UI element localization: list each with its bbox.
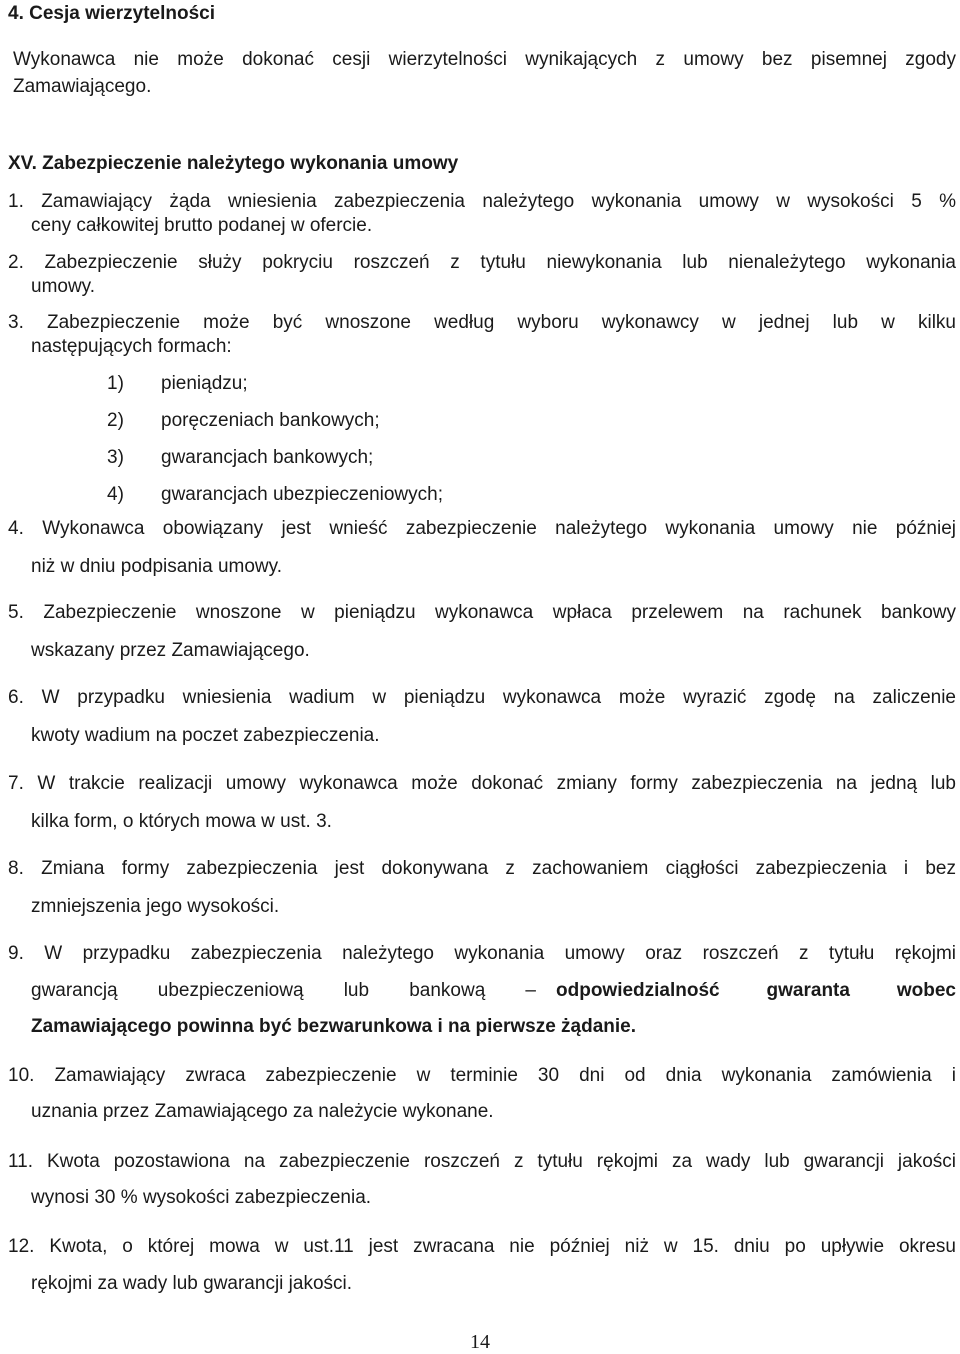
paragraph-line: 8. Zmiana formy zabezpieczenia jest dokonywana z zachowaniem ciągłości zabezpieczenia i bez: [8, 858, 956, 879]
paragraph-line: rękojmi za wady lub gwarancji jakości.: [31, 1273, 353, 1294]
paragraph-line: 9. W przypadku zabezpieczenia należytego wykonania umowy oraz roszczeń z tytułu rękojmi: [8, 943, 956, 964]
list-item-number: 3): [107, 447, 124, 468]
paragraph-line-bold: odpowiedzialność gwaranta wobec: [556, 980, 956, 1001]
paragraph-line: wynosi 30 % wysokości zabezpieczenia.: [31, 1187, 372, 1208]
list-item-number: 4): [107, 484, 124, 505]
paragraph-line: następujących formach:: [31, 336, 232, 357]
paragraph-line: niż w dniu podpisania umowy.: [31, 556, 283, 577]
paragraph-line: uznania przez Zamawiającego za należycie wykonane.: [31, 1101, 494, 1122]
paragraph-line: 2. Zabezpieczenie służy pokryciu roszczeń z tytułu niewykonania lub nienależytego wykonania: [8, 252, 956, 273]
paragraph-line: 11. Kwota pozostawiona na zabezpieczenie roszczeń z tytułu rękojmi za wady lub gwarancji jakości: [8, 1151, 956, 1172]
paragraph-line: 7. W trakcie realizacji umowy wykonawca może dokonać zmiany formy zabezpieczenia na jedną lub: [8, 773, 956, 794]
list-item-number: 1): [107, 373, 124, 394]
paragraph-line: Zamawiającego.: [13, 76, 152, 97]
paragraph-line: kilka form, o których mowa w ust. 3.: [31, 811, 332, 832]
paragraph-line: 6. W przypadku wniesienia wadium w pieniądzu wykonawca może wyrazić zgodę na zaliczenie: [8, 687, 956, 708]
paragraph-line: Wykonawca nie może dokonać cesji wierzytelności wynikających z umowy bez pisemnej zgody: [13, 49, 956, 70]
paragraph-line: kwoty wadium na poczet zabezpieczenia.: [31, 725, 380, 746]
paragraph-line: wskazany przez Zamawiającego.: [31, 640, 310, 661]
list-item: pieniądzu;: [161, 373, 248, 394]
page-number: 14: [470, 1331, 490, 1353]
list-item: poręczeniach bankowych;: [161, 410, 380, 431]
paragraph-line: 3. Zabezpieczenie może być wnoszone według wyboru wykonawcy w jednej lub w kilku: [8, 312, 956, 333]
paragraph-line: gwarancją ubezpieczeniową lub bankową –: [31, 980, 536, 1001]
section-heading: XV. Zabezpieczenie należytego wykonania umowy: [8, 153, 459, 174]
paragraph-line: 5. Zabezpieczenie wnoszone w pieniądzu wykonawca wpłaca przelewem na rachunek bankowy: [8, 602, 956, 623]
list-item: gwarancjach bankowych;: [161, 447, 374, 468]
paragraph-line: ceny całkowitej brutto podanej w ofercie.: [31, 215, 373, 236]
paragraph-line: 4. Wykonawca obowiązany jest wnieść zabezpieczenie należytego wykonania umowy nie później: [8, 518, 956, 539]
list-item-number: 2): [107, 410, 124, 431]
list-item: gwarancjach ubezpieczeniowych;: [161, 484, 443, 505]
paragraph-line: zmniejszenia jego wysokości.: [31, 896, 280, 917]
section-heading: 4. Cesja wierzytelności: [8, 3, 215, 24]
paragraph-line-bold: Zamawiającego powinna być bezwarunkowa i na pierwsze żądanie.: [31, 1016, 637, 1037]
paragraph-line: 1. Zamawiający żąda wniesienia zabezpieczenia należytego wykonania umowy w wysokości 5 %: [8, 191, 956, 212]
paragraph-line: umowy.: [31, 276, 96, 297]
paragraph-line: 12. Kwota, o której mowa w ust.11 jest zwracana nie później niż w 15. dniu po upływie okresu: [8, 1236, 956, 1257]
paragraph-line: 10. Zamawiający zwraca zabezpieczenie w terminie 30 dni od dnia wykonania zamówienia i: [8, 1065, 956, 1086]
